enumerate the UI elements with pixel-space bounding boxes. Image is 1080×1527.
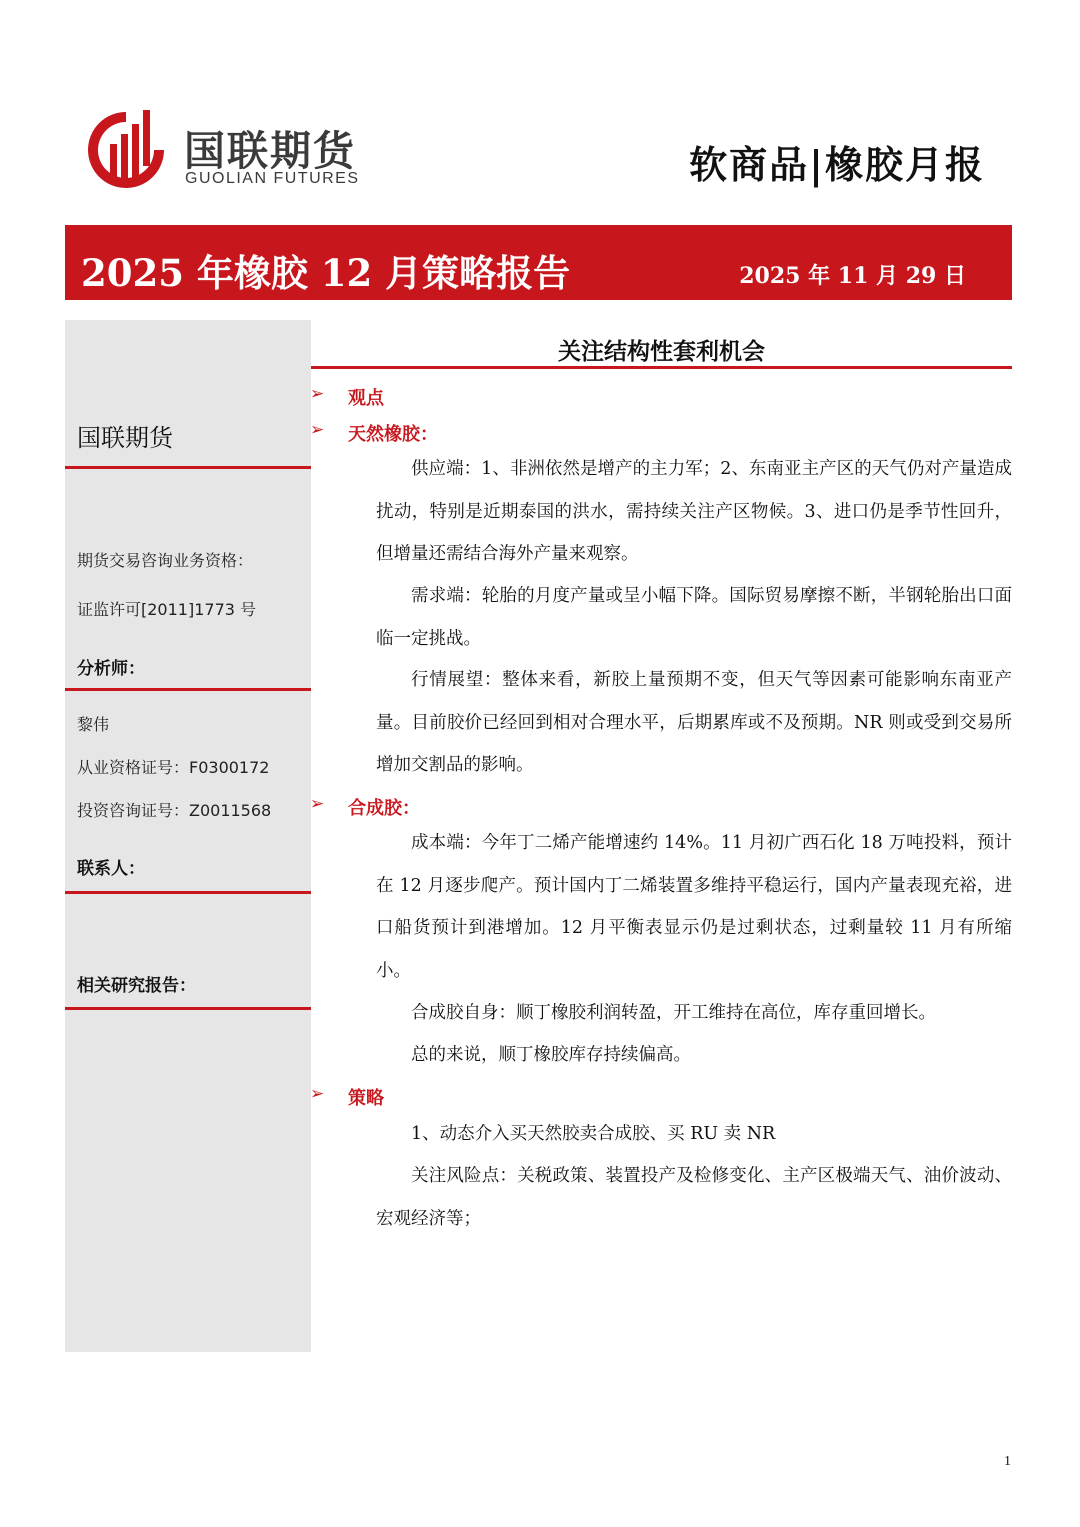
report-date: 2025 年 11 月 29 日 bbox=[739, 263, 966, 289]
qualification-number: 从业资格证号：F0300172 bbox=[77, 758, 270, 777]
info-sidebar bbox=[65, 320, 311, 1352]
paragraph-risk: 关注风险点：关税政策、装置投产及检修变化、主产区极端天气、油价波动、宏观经济等； bbox=[376, 1166, 1012, 1229]
arrow-bullet-icon: ➢ bbox=[310, 794, 325, 814]
paragraph-summary: 总的来说，顺丁橡胶库存持续偏高。 bbox=[411, 1045, 691, 1065]
paragraph-strategy-1: 1、动态介入买天然胶卖合成胶、买 RU 卖 NR bbox=[411, 1124, 776, 1144]
analyst-name: 黎伟 bbox=[77, 715, 110, 734]
logo-chinese-name: 国联期货 bbox=[184, 127, 356, 175]
sidebar-divider bbox=[65, 688, 311, 691]
paragraph-cost: 成本端：今年丁二烯产能增速约 14%。11 月初广西石化 18 万吨投料，预计在 12 月逐步爬产。预计国内丁二烯装置多维持平稳运行，国内产量表现充裕，进口船货预计到港增加。12 月平衡表显示仍是过剩状态，过剩量较 11 月有所缩小。 bbox=[376, 833, 1012, 981]
section-label: 天然橡胶： bbox=[348, 424, 438, 445]
paragraph-supply: 供应端：1、非洲依然是增产的主力军；2、东南亚主产区的天气仍对产量造成扰动，特别是近期泰国的洪水，需持续关注产区物候。3、进口仍是季节性回升，但增量还需结合海外产量来观察。 bbox=[376, 459, 1012, 564]
sidebar-divider bbox=[65, 466, 311, 469]
contact-label: 联系人： bbox=[77, 859, 145, 879]
arrow-bullet-icon: ➢ bbox=[310, 384, 325, 404]
sidebar-divider bbox=[65, 1007, 311, 1010]
section-label: 合成胶： bbox=[348, 798, 420, 819]
headline-underline bbox=[311, 366, 1012, 369]
analyst-label: 分析师： bbox=[77, 659, 145, 679]
logo-english-name: GUOLIAN FUTURES bbox=[185, 170, 360, 187]
sidebar-divider bbox=[65, 891, 311, 894]
report-title: 2025 年橡胶 12 月策略报告 bbox=[81, 251, 571, 295]
page-number: 1 bbox=[1004, 1454, 1011, 1469]
section-label: 观点 bbox=[348, 388, 384, 409]
related-reports-label: 相关研究报告： bbox=[77, 976, 196, 996]
arrow-bullet-icon: ➢ bbox=[310, 1084, 325, 1104]
consulting-number: 投资咨询证号：Z0011568 bbox=[77, 801, 272, 820]
report-category: 软商品|橡胶月报 bbox=[689, 142, 985, 187]
license-value: 证监许可[2011]1773 号 bbox=[77, 600, 257, 619]
guolian-logo-icon bbox=[80, 104, 172, 196]
paragraph-demand: 需求端：轮胎的月度产量或呈小幅下降。国际贸易摩擦不断，半钢轮胎出口面临一定挑战。 bbox=[376, 586, 1012, 649]
license-label: 期货交易咨询业务资格： bbox=[77, 551, 254, 570]
paragraph-outlook: 行情展望：整体来看，新胶上量预期不变，但天气等因素可能影响东南亚产量。目前胶价已经回到相对合理水平，后期累库或不及预期。NR 则或受到交易所增加交割品的影响。 bbox=[376, 670, 1012, 775]
guolian-logo bbox=[80, 104, 420, 196]
sidebar-company: 国联期货 bbox=[77, 424, 173, 452]
headline: 关注结构性套利机会 bbox=[558, 338, 765, 365]
title-banner bbox=[65, 225, 1012, 300]
section-label: 策略 bbox=[348, 1088, 384, 1109]
arrow-bullet-icon: ➢ bbox=[310, 420, 325, 440]
paragraph-synthetic-self: 合成胶自身：顺丁橡胶利润转盈，开工维持在高位，库存重回增长。 bbox=[411, 1003, 936, 1023]
